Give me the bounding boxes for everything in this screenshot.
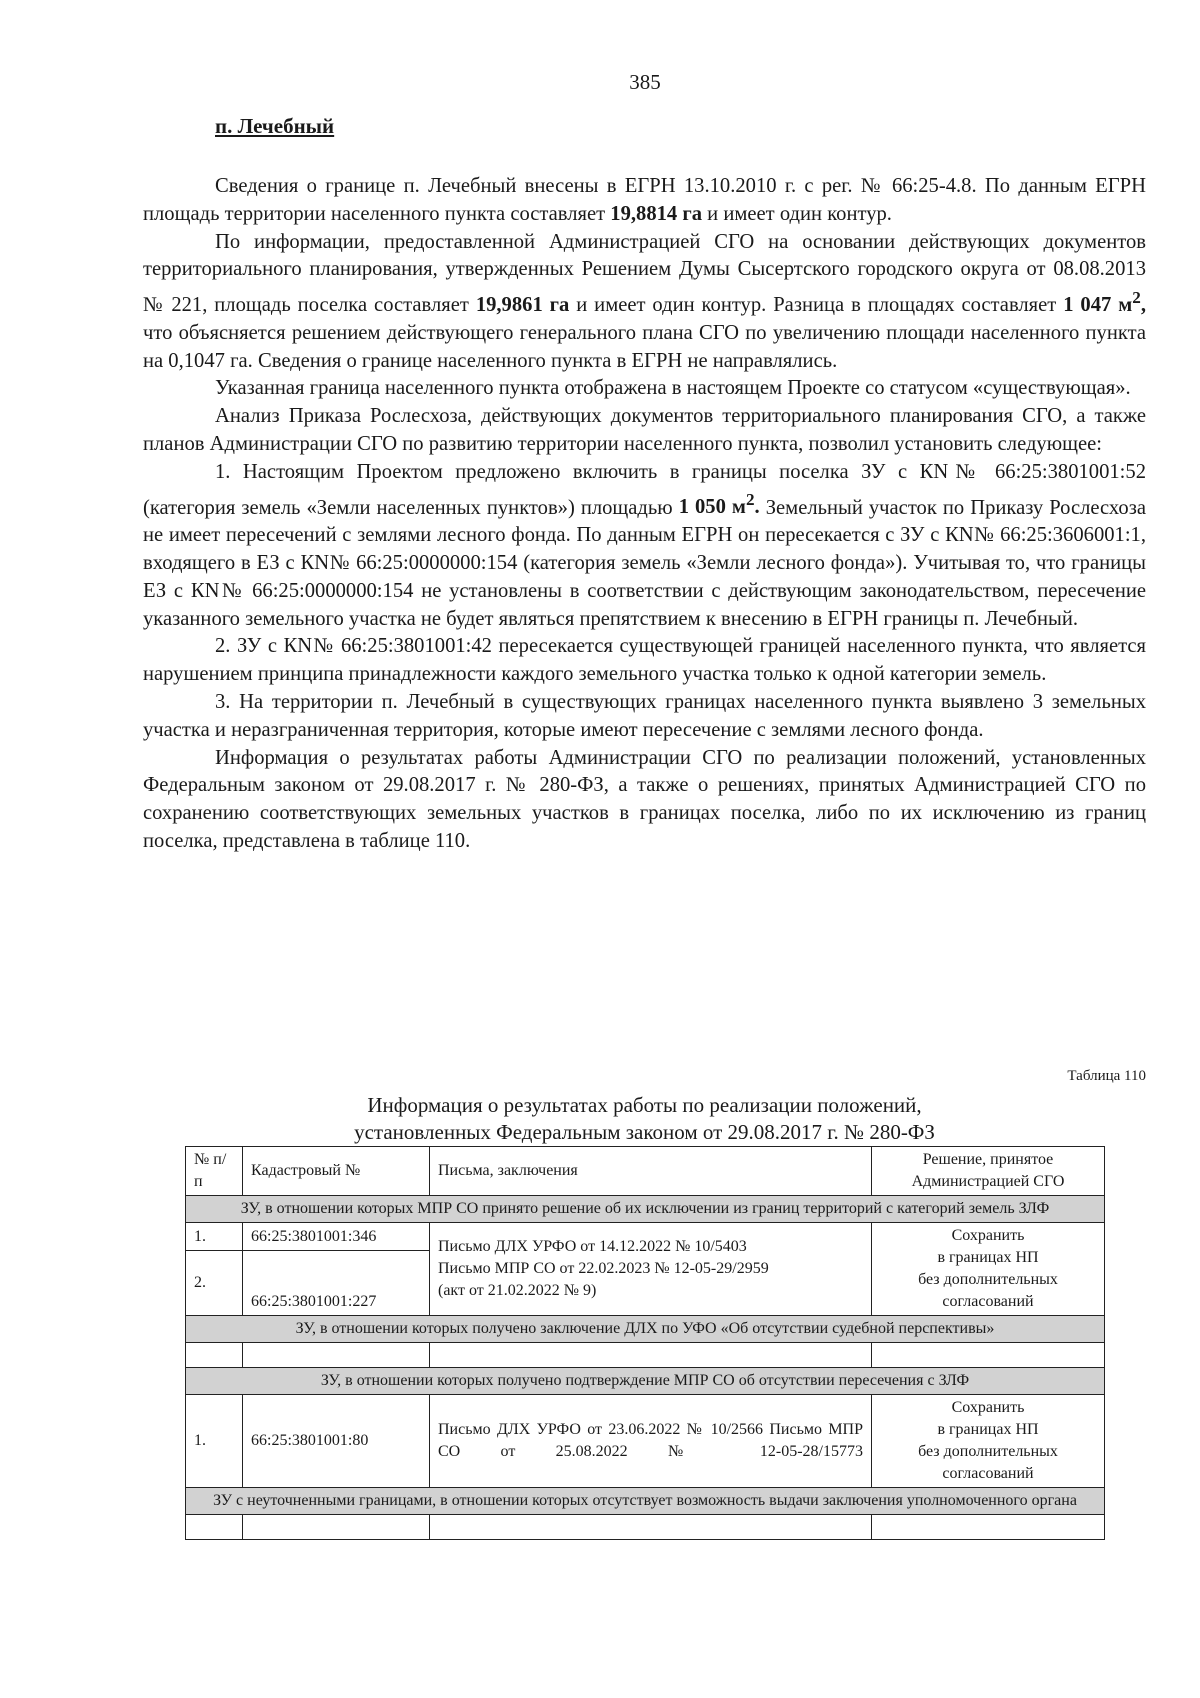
group-label: ЗУ, в отношении которых получено подтверждение МПР СО об отсутствии пересечения с ЗЛФ <box>186 1368 1105 1395</box>
text: и имеет один контур. <box>702 202 892 225</box>
text: Сведения о границе п. Лечебный внесены в ЕГРН 13.10.2010 г. с рег. № 66:25-4.8. По данным ЕГРН площадь территории населенного пункта составляет <box>143 175 1146 225</box>
area-value: 1 050 $м^2$. <box>678 490 760 519</box>
row-num: 1. <box>186 1223 243 1251</box>
empty-cell <box>430 1515 872 1540</box>
letter-line: Письмо МПР СО от 22.02.2023 № 12-05-29/2959 <box>438 1260 769 1277</box>
row-cadastral: 66:25:3801001:227 <box>243 1251 430 1316</box>
paragraph-8: Информация о результатах работы Администрации СГО по реализации положений, установленных Федеральным законом от 29.08.2017 г. № 280-ФЗ, а также о решениях, принятых Администрацией СГО по сохранению соответствующих земельных участков в границах поселка, либо по их исключению из границ поселка, представлена в таблице 110. <box>143 746 1146 853</box>
letter-line: (акт от 21.02.2022 № 9) <box>438 1282 597 1299</box>
group-row <box>186 1196 1105 1223</box>
group-label: ЗУ, в отношении которых МПР СО принято решение об их исключении из границ территорий с категорий земель ЗЛФ <box>186 1196 1105 1223</box>
page-number: 385 <box>629 70 661 94</box>
table-title <box>143 1092 1146 1146</box>
paragraph-5 <box>143 459 1146 634</box>
paragraph-4: Анализ Приказа Рослесхоза, действующих документов территориального планирования СГО, а также планов Администрации СГО по развитию территории населенного пункта, позволил установить следующее: <box>143 405 1146 456</box>
text: По информации, предоставленной Администрацией СГО на основании действующих документов территориального планирования, утвержденных Решением Думы Сысертского городского округа от 08.08.2013 № 221, площадь поселка составляет <box>143 230 1146 317</box>
empty-cell <box>872 1515 1105 1540</box>
row-num: 2. <box>186 1251 243 1316</box>
row-letters: Письмо ДЛХ УРФО от 23.06.2022 № 10/2566 Письмо МПР СО от 25.08.2022 № 12-05-28/15773 <box>430 1395 872 1488</box>
decision-line: в границах НП <box>937 1421 1039 1438</box>
empty-cell <box>243 1515 430 1540</box>
area-diff: 1 047 $м^2$, <box>1063 288 1147 317</box>
group-row <box>186 1316 1105 1343</box>
decision-line: Сохранить <box>951 1227 1025 1244</box>
text: 1. Настоящим Проектом предложено включить в границы поселка ЗУ с КN№ 66:25:3801001:52 (категория земель «Земли населенных пунктов») площадью <box>143 460 1146 519</box>
empty-cell <box>186 1515 243 1540</box>
paragraph-1 <box>143 173 1146 229</box>
row-cadastral: 66:25:3801001:346 <box>243 1223 430 1251</box>
empty-cell <box>430 1343 872 1368</box>
header-num: № п/п <box>186 1147 243 1196</box>
group-label: ЗУ с неуточненными границами, в отношении которых отсутствует возможность выдачи заключения уполномоченного органа <box>186 1488 1105 1515</box>
table-title-line: Информация о результатах работы по реализации положений, <box>367 1093 922 1117</box>
paragraph-6: 2. ЗУ с КN№ 66:25:3801001:42 пересекается существующей границей населенного пункта, что является нарушением принципа принадлежности каждого земельного участка только к одной категории земель. <box>143 635 1146 686</box>
text: Земельный участок по Приказу Рослесхоза не имеет пересечений с землями лесного фонда. По данным ЕГРН он пересекается с ЗУ с КN№ 66:25:3606001:1, входящего в ЕЗ с КN№ 66:25:0000000:154 (категория земель «Земли лесного фонда»). Учитывая то, что границы ЕЗ с КN№ 66:25:0000000:154 не установлены в соответствии с действующим законодательством, пересечение указанного земельного участка не будет являться препятствием к внесению в ЕГРН границы п. Лечебный. <box>143 496 1147 630</box>
table-row-empty <box>186 1343 1105 1368</box>
section-title: п. Лечебный <box>215 114 335 138</box>
text: что объясняется решением действующего генерального плана СГО по увеличению площади населенного пункта на 0,1047 га. Сведения о границе населенного пункта в ЕГРН не направлялись. <box>143 321 1146 372</box>
row-decision <box>872 1223 1105 1316</box>
header-cadastral: Кадастровый № <box>243 1147 430 1196</box>
table-header-row <box>186 1147 1105 1196</box>
results-table <box>185 1146 1105 1540</box>
empty-cell <box>186 1343 243 1368</box>
table-label: Таблица 110 <box>1067 1068 1146 1084</box>
table-row <box>186 1395 1105 1488</box>
text: и имеет один контур. Разница в площадях составляет <box>569 294 1064 317</box>
paragraph-7: 3. На территории п. Лечебный в существующих границах населенного пункта выявлено 3 земельных участка и неразграниченная территория, которые имеют пересечение с землями лесного фонда. <box>143 691 1146 741</box>
table-row-empty <box>186 1515 1105 1540</box>
table-title-line: установленных Федеральным законом от 29.08.2017 г. № 280-ФЗ <box>354 1120 935 1144</box>
group-label: ЗУ, в отношении которых получено заключение ДЛХ по УФО «Об отсутствии судебной перспективы» <box>186 1316 1105 1343</box>
decision-line: без дополнительных <box>918 1443 1058 1460</box>
decision-line: согласований <box>942 1465 1034 1482</box>
area-value: 19,8814 га <box>610 202 703 225</box>
header-letters: Письма, заключения <box>430 1147 872 1196</box>
empty-cell <box>243 1343 430 1368</box>
row-num: 1. <box>186 1395 243 1488</box>
header-decision: Решение, принятое Администрацией СГО <box>872 1147 1105 1196</box>
letter-line: Письмо ДЛХ УРФО от 14.12.2022 № 10/5403 <box>438 1238 747 1255</box>
group-row <box>186 1368 1105 1395</box>
row-letters <box>430 1223 872 1316</box>
decision-line: без дополнительных <box>918 1271 1058 1288</box>
paragraph-3: Указанная граница населенного пункта отображена в настоящем Проекте со статусом «существующая». <box>215 377 1131 400</box>
paragraph-2 <box>143 229 1146 376</box>
group-row <box>186 1488 1105 1515</box>
body-text <box>143 173 1146 856</box>
table-row <box>186 1223 1105 1251</box>
decision-line: в границах НП <box>937 1249 1039 1266</box>
area-value: 19,9861 га <box>475 294 570 317</box>
decision-line: согласований <box>942 1293 1034 1310</box>
row-cadastral: 66:25:3801001:80 <box>243 1395 430 1488</box>
decision-line: Сохранить <box>951 1399 1025 1416</box>
row-decision <box>872 1395 1105 1488</box>
empty-cell <box>872 1343 1105 1368</box>
